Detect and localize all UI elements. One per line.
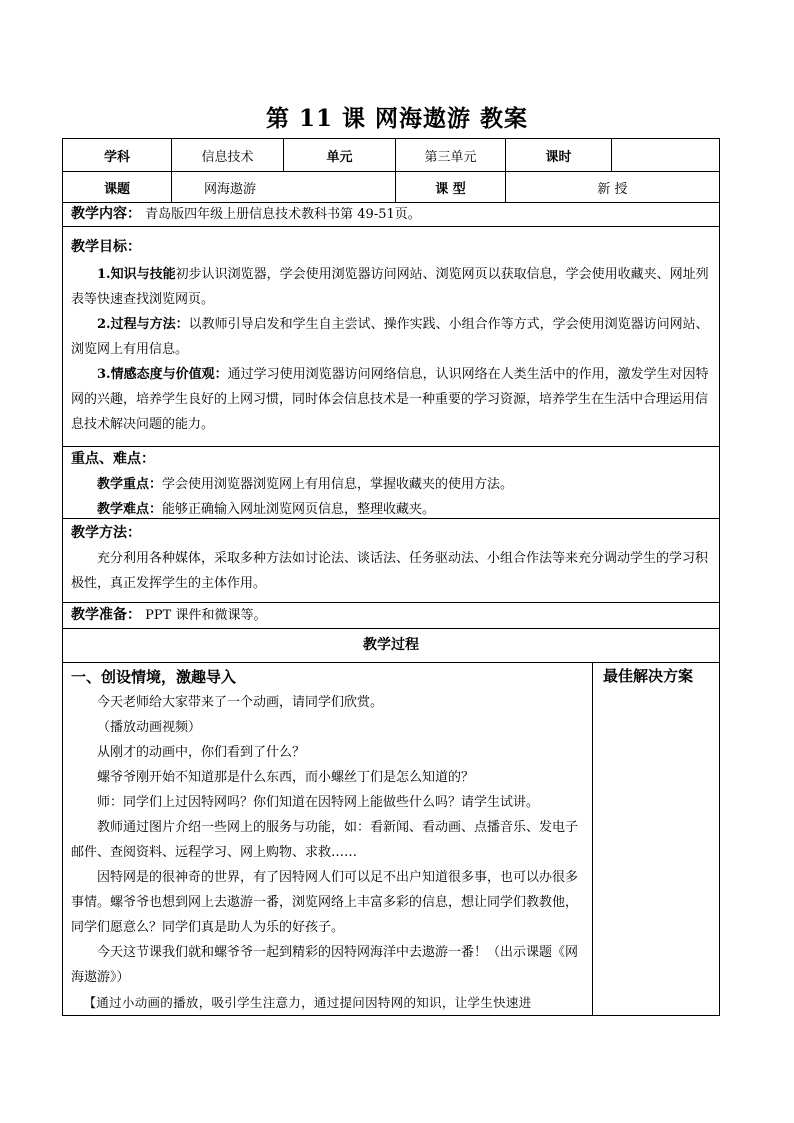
process-paragraph: （播放动画视频） [97,720,202,735]
process-paragraph: 今天这节课我们就和螺爷爷一起到精彩的因特网海洋中去遨游一番！（出示课题《网海遨游》） [71,945,579,985]
goal-1 [71,262,711,312]
process-paragraph: 因特网是的很神奇的世界，有了因特网人们可以足不出户知道很多事，也可以办很多事情。螺爷爷也想到网上去遨游一番，浏览网络上丰富多彩的信息，想让同学们教教他，同学们愿意么？同学们真是助人为乐的好孩子。 [71,870,579,935]
topic-label: 课题 [63,172,172,202]
goals-label: 教学目标： [71,239,141,255]
best-solution-label: 最佳解决方案 [603,667,694,685]
difficulty-text: 能够正确输入网址浏览网页信息，整理收藏夹。 [162,502,436,517]
subject-label: 学科 [63,139,172,171]
page-title: 第 11 课 网海遨游 教案 [265,105,529,132]
prep-text: PPT 课件和微课等。 [145,608,267,623]
goal-3-label: 3.情感态度与价值观： [97,367,228,382]
goal-3 [71,362,711,437]
process-note: 【通过小动画的播放，吸引学生注意力，通过提问因特网的知识，让学生快速进 [83,995,532,1010]
process-paragraph: 今天老师给大家带来了一个动画，请同学们欣赏。 [97,695,384,710]
info-row-1 [63,139,719,172]
focus-text: 学会使用浏览器浏览网上有用信息，掌握收藏夹的使用方法。 [162,477,514,492]
period-value [612,139,719,171]
section-heading: 一、创设情境，激趣导入 [71,668,237,686]
focus-label: 教学重点： [97,477,163,492]
unit-label: 单元 [284,139,396,171]
methods-row [63,519,719,603]
goals-row [63,227,719,447]
key-points-row [63,447,719,519]
process-paragraph: 教师通过图片介绍一些网上的服务与功能，如：看新闻、看动画、点播音乐、发电子邮件、查阅资料、远程学习、网上购物、求救…… [71,820,579,860]
methods-label: 教学方法： [71,525,141,541]
goal-1-label: 1.知识与技能 [97,267,176,282]
process-divider [592,663,593,1015]
content-row [63,203,719,227]
prep-row [63,603,719,629]
period-label: 课时 [506,139,612,171]
goal-2 [71,312,711,362]
type-value: 新 授 [597,181,628,197]
goal-2-label: 2.过程与方法： [97,317,189,332]
topic-value: 网海遨游 [172,172,396,202]
unit-value: 第三单元 [396,139,506,171]
process-content [71,665,587,1015]
process-paragraph: 从刚才的动画中，你们看到了什么？ [97,745,306,760]
goal-1-text: 初步认识浏览器，学会使用浏览器访问网站、浏览网页以获取信息，学会使用收藏夹、网址列表等快速查找浏览网页。 [71,267,709,307]
lesson-plan-table [62,138,720,1016]
subject-value: 信息技术 [172,139,284,171]
goal-3-text: 通过学习使用浏览器访问网络信息，认识网络在人类生活中的作用，激发学生对因特网的兴趣，培养学生良好的上网习惯，同时体会信息技术是一种重要的学习资源，培养学生在生活中合理运用信息技术解决问题的能力。 [71,367,709,432]
type-label: 课 型 [396,172,506,202]
focus [71,472,711,497]
difficulty-label: 教学难点： [97,502,163,517]
prep-label: 教学准备： [71,607,141,623]
methods-text: 充分利用各种媒体，采取多种方法如讨论法、谈话法、任务驱动法、小组合作法等来充分调动学生的学习积极性，真正发挥学生的主体作用。 [71,551,709,591]
process-body [63,663,719,1015]
key-points-label: 重点、难点： [71,451,155,467]
process-title-row [63,629,719,663]
content-label: 教学内容： [71,206,141,222]
process-paragraph: 师：同学们上过因特网吗？你们知道在因特网上能做些什么吗？请学生试讲。 [97,795,540,810]
process-title: 教学过程 [363,637,419,653]
info-row-2 [63,172,719,203]
content-text: 青岛版四年级上册信息技术教科书第 49-51页。 [145,207,421,222]
goal-2-text: 以教师引导启发和学生自主尝试、操作实践、小组合作等方式，学会使用浏览器访问网站、浏览网上有用信息。 [71,317,709,357]
process-paragraph: 螺爷爷刚开始不知道那是什么东西，而小螺丝丁们是怎么知道的？ [97,770,475,785]
